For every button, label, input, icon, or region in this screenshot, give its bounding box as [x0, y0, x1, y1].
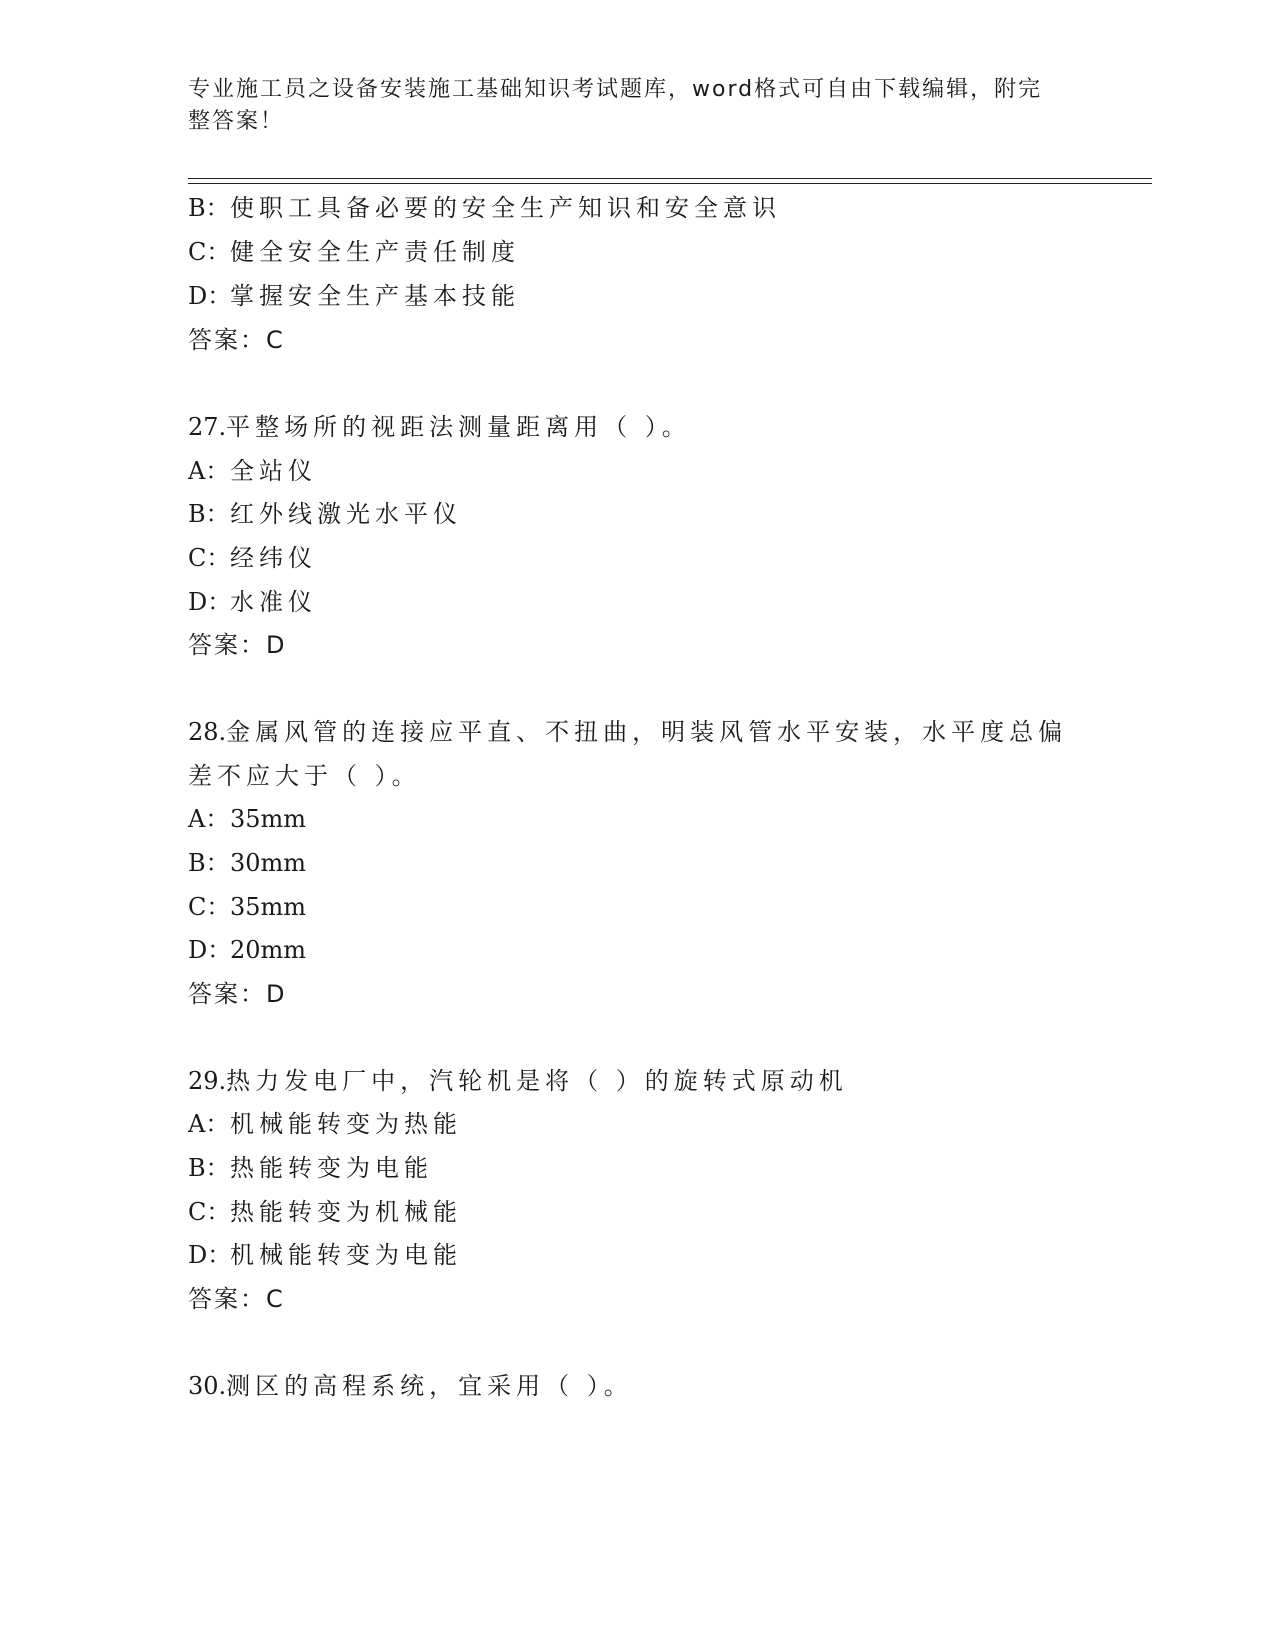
q29-option-b: [188, 1152, 433, 1184]
question-text: 平整场所的视距法测量距离用（ ）。: [226, 413, 691, 441]
question-number: 27.: [188, 413, 227, 441]
answer-label: 答案：: [188, 980, 266, 1008]
q26-option-d: [188, 280, 520, 312]
option-text: 热能转变为机械能: [230, 1198, 462, 1226]
document-header: [188, 74, 1068, 138]
q28-option-b: [188, 847, 306, 879]
q28-stem-line-1: [188, 716, 1067, 748]
question-text: 金属风管的连接应平直、不扭曲，明装风管水平安装，水平度总偏: [226, 718, 1068, 746]
question-number: 30.: [188, 1372, 227, 1400]
header-divider-top: [188, 178, 1152, 179]
q27-option-a: [188, 455, 317, 487]
option-letter: C：: [188, 238, 231, 266]
option-letter: B：: [188, 194, 230, 222]
option-letter: C：: [188, 544, 231, 572]
option-letter: B：: [188, 500, 230, 528]
option-text: 热能转变为电能: [230, 1154, 433, 1182]
option-text: 机械能转变为电能: [230, 1241, 462, 1269]
option-text: 水准仪: [230, 588, 317, 616]
q27-option-d: [188, 586, 317, 618]
option-text: 机械能转变为热能: [230, 1110, 462, 1138]
q26-option-c: [188, 236, 520, 268]
option-letter: B：: [188, 1154, 230, 1182]
option-text: 使职工具备必要的安全生产知识和安全意识: [230, 194, 781, 222]
option-text: 20mm: [230, 936, 307, 964]
question-text: 热力发电厂中，汽轮机是将（ ）的旋转式原动机: [226, 1067, 848, 1095]
header-line-1: 专业施工员之设备安装施工基础知识考试题库，word格式可自由下载编辑，附完: [188, 77, 1043, 102]
option-letter: B：: [188, 849, 230, 877]
q27-answer: [188, 629, 284, 661]
option-text: 30mm: [230, 849, 307, 877]
q27-option-c: [188, 542, 317, 574]
q29-stem: [188, 1065, 848, 1097]
q29-option-d: [188, 1239, 462, 1271]
q29-option-c: [188, 1196, 462, 1228]
q26-answer: [188, 324, 283, 356]
option-text: 35mm: [230, 893, 307, 921]
q28-option-a: [188, 803, 306, 835]
q27-stem: [188, 411, 691, 443]
option-letter: D：: [188, 1241, 232, 1269]
option-text: 经纬仪: [230, 544, 317, 572]
question-number: 28.: [188, 718, 227, 746]
option-letter: C：: [188, 893, 231, 921]
answer-label: 答案：: [188, 326, 266, 354]
q26-option-b: [188, 192, 781, 224]
answer-label: 答案：: [188, 631, 266, 659]
answer-value: D: [266, 980, 285, 1008]
q28-option-d: [188, 934, 306, 966]
option-text: 红外线激光水平仪: [230, 500, 462, 528]
question-text: 差不应大于（ ）。: [188, 762, 421, 790]
answer-value: C: [266, 1285, 283, 1313]
option-text: 全站仪: [230, 457, 317, 485]
question-number: 29.: [188, 1067, 227, 1095]
header-line-2: 整答案！: [188, 109, 285, 134]
q29-option-a: [188, 1108, 462, 1140]
option-letter: D：: [188, 282, 232, 310]
q28-option-c: [188, 891, 306, 923]
answer-value: C: [266, 326, 283, 354]
option-letter: D：: [188, 588, 232, 616]
option-text: 掌握安全生产基本技能: [230, 282, 520, 310]
option-text: 35mm: [230, 805, 307, 833]
option-letter: C：: [188, 1198, 231, 1226]
q27-option-b: [188, 498, 462, 530]
option-letter: A：: [188, 457, 230, 485]
option-letter: D：: [188, 936, 232, 964]
answer-value: D: [266, 631, 285, 659]
option-letter: A：: [188, 1110, 230, 1138]
header-divider-bottom: [188, 183, 1152, 184]
question-text: 测区的高程系统，宜采用（ ）。: [226, 1372, 633, 1400]
q28-answer: [188, 978, 284, 1010]
q28-stem-line-2: [188, 760, 421, 792]
q29-answer: [188, 1283, 283, 1315]
answer-label: 答案：: [188, 1285, 266, 1313]
option-text: 健全安全生产责任制度: [230, 238, 520, 266]
q30-stem: [188, 1370, 633, 1402]
option-letter: A：: [188, 805, 230, 833]
